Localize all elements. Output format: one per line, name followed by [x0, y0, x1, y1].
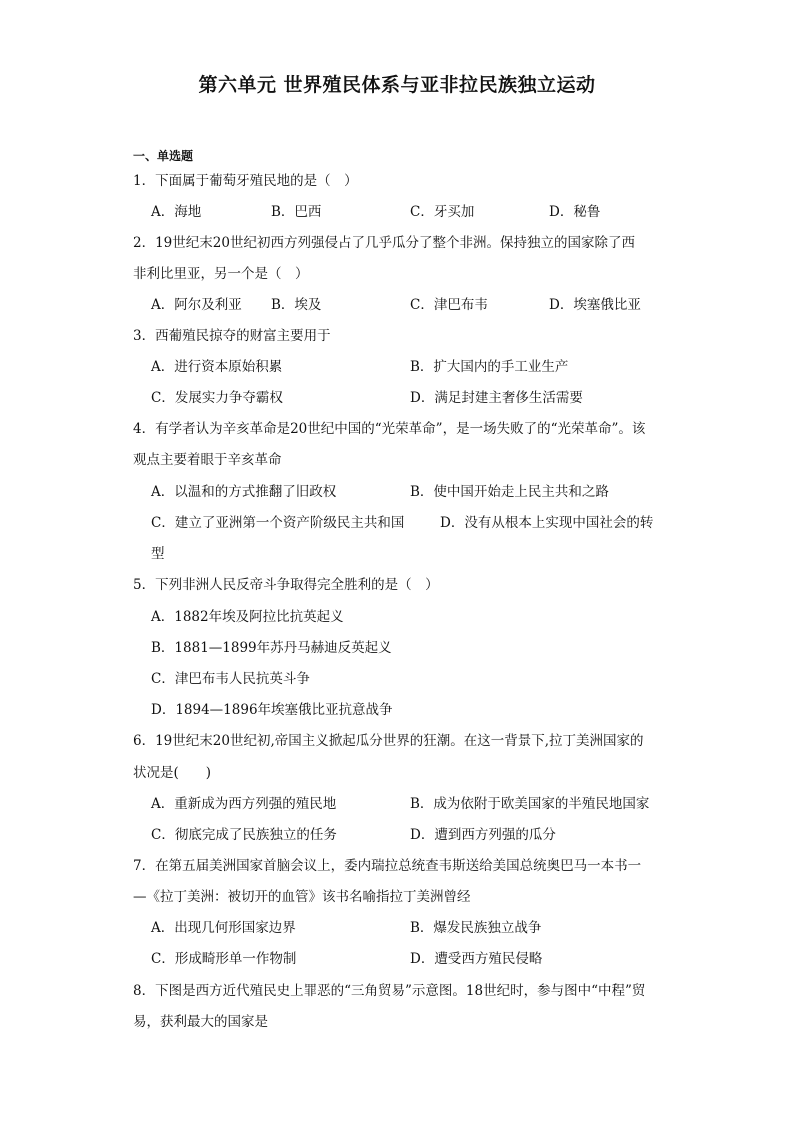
- question-4-option-d-continued: 型: [151, 546, 165, 562]
- question-3-option-c: C．发展实力争夺霸权: [151, 390, 283, 406]
- question-5-stem: 5．下列非洲人民反帝斗争取得完全胜利的是（ ）: [133, 577, 439, 593]
- question-3-option-d: D．满足封建主奢侈生活需要: [410, 390, 583, 406]
- question-1-option-d: D．秘鲁: [549, 204, 601, 220]
- question-2-stem-continued: 非利比里亚，另一个是（ ）: [133, 266, 309, 282]
- question-2-stem: 2．19世纪末20世纪初西方列强侵占了几乎瓜分了整个非洲。保持独立的国家除了西: [133, 235, 635, 251]
- question-1-option-a: A．海地: [151, 204, 202, 220]
- question-7-option-b: B．爆发民族独立战争: [410, 920, 542, 936]
- question-4-option-d: D．没有从根本上实现中国社会的转: [440, 515, 654, 531]
- question-2-option-b: B．埃及: [271, 297, 322, 313]
- question-2-option-c: C．津巴布韦: [410, 297, 488, 313]
- question-2-option-a: A．阿尔及利亚: [151, 297, 242, 313]
- question-4-option-b: B．使中国开始走上民主共和之路: [410, 484, 609, 500]
- question-7-stem-continued: —《拉丁美洲：被切开的血管》该书名喻指拉丁美洲曾经: [133, 889, 471, 905]
- question-6-stem: 6．19世纪末20世纪初,帝国主义掀起瓜分世界的狂潮。在这一背景下,拉丁美洲国家的: [133, 733, 644, 749]
- question-6-option-c: C．彻底完成了民族独立的任务: [151, 827, 337, 843]
- question-3-stem: 3．西葡殖民掠夺的财富主要用于: [133, 328, 331, 344]
- question-5-option-a: A．1882年埃及阿拉比抗英起义: [151, 609, 344, 625]
- question-8-stem: 8．下图是西方近代殖民史上罪恶的“三角贸易”示意图。18世纪时，参与图中“中程”贸: [133, 983, 646, 999]
- question-6-option-d: D．遭到西方列强的瓜分: [410, 827, 556, 843]
- question-1-stem: 1．下面属于葡萄牙殖民地的是（ ）: [133, 173, 358, 189]
- question-4-stem-continued: 观点主要着眼于辛亥革命: [133, 452, 282, 468]
- question-6-option-b: B．成为依附于欧美国家的半殖民地国家: [410, 796, 650, 812]
- question-5-option-c: C．津巴布韦人民抗英斗争: [151, 671, 310, 687]
- question-7-stem: 7．在第五届美洲国家首脑会议上，委内瑞拉总统查韦斯送给美国总统奥巴马一本书一: [133, 858, 642, 874]
- question-7-option-d: D．遭受西方殖民侵略: [410, 951, 543, 967]
- question-2-option-d: D．埃塞俄比亚: [549, 297, 641, 313]
- question-8-stem-continued: 易，获利最大的国家是: [133, 1014, 268, 1030]
- question-3-option-a: A．进行资本原始积累: [151, 359, 283, 375]
- question-3-option-b: B．扩大国内的手工业生产: [410, 359, 569, 375]
- question-4-option-c: C．建立了亚洲第一个资产阶级民主共和国: [151, 515, 405, 531]
- question-6-option-a: A．重新成为西方列强的殖民地: [151, 796, 337, 812]
- question-4-option-a: A．以温和的方式推翻了旧政权: [151, 484, 337, 500]
- question-5-option-d: D．1894—1896年埃塞俄比亚抗意战争: [151, 702, 393, 718]
- question-1-option-b: B．巴西: [271, 204, 322, 220]
- question-1-option-c: C．牙买加: [410, 204, 475, 220]
- question-6-stem-continued: 状况是( ): [133, 765, 212, 781]
- question-4-stem: 4．有学者认为辛亥革命是20世纪中国的“光荣革命”，是一场失败了的“光荣革命”。该: [133, 421, 646, 437]
- page-title: 第六单元 世界殖民体系与亚非拉民族独立运动: [198, 74, 596, 96]
- section-heading: 一、单选题: [133, 149, 194, 163]
- question-7-option-a: A．出现几何形国家边界: [151, 920, 296, 936]
- question-7-option-c: C．形成畸形单一作物制: [151, 951, 297, 967]
- question-5-option-b: B．1881—1899年苏丹马赫迪反英起义: [151, 640, 392, 656]
